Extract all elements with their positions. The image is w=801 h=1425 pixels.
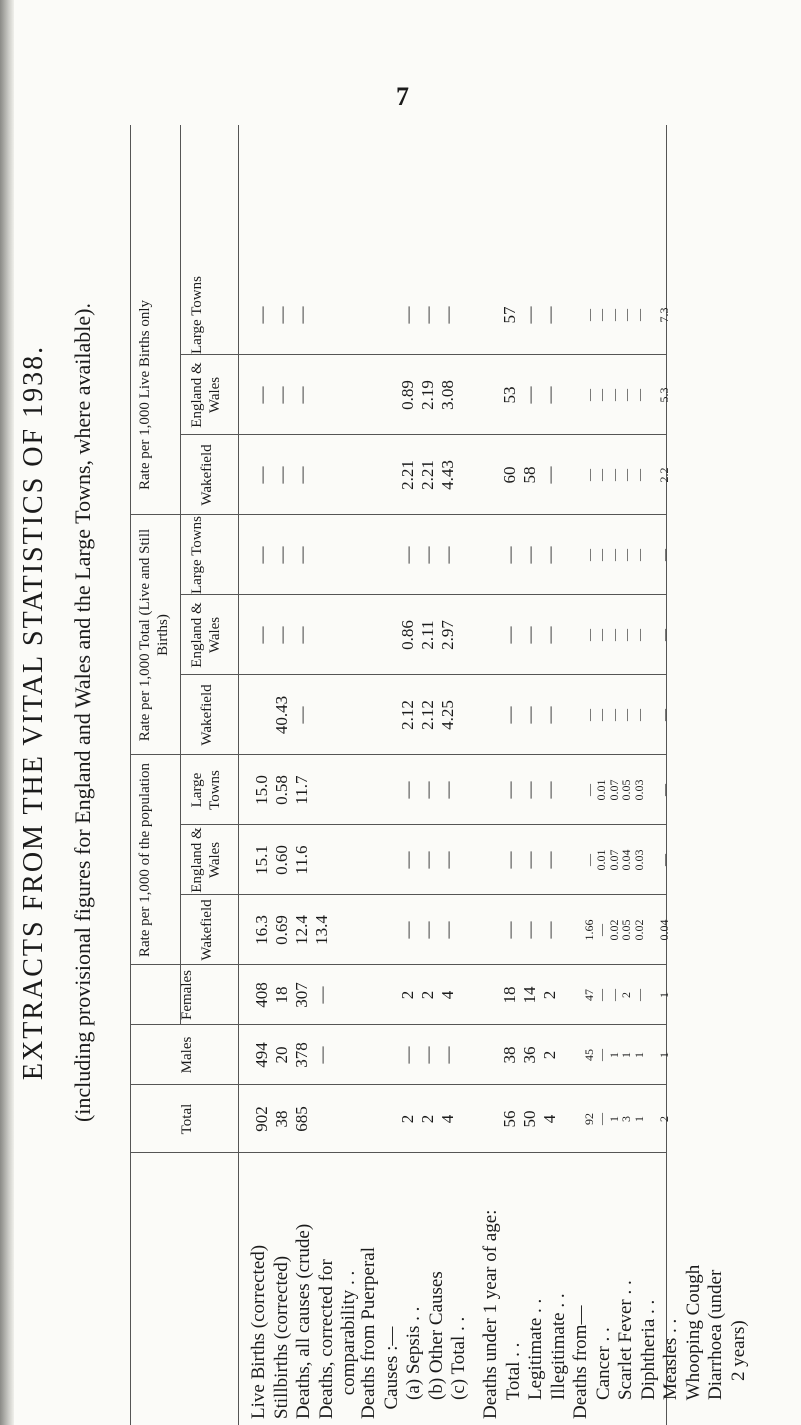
cell-births-lt-g4: — — — — — —	[581, 549, 671, 561]
cell-males-g1: 494 20 378 —	[252, 1042, 331, 1068]
cell-births-ew-g2: 0.86 2.11 2.97	[398, 620, 457, 650]
row-label-puerperal: Deaths from Puerperal Causes :— (a) Sepsis . . (b) Other Causes (c) Total . .	[358, 1247, 469, 1419]
subheader-england-wales: England & Wales	[189, 362, 223, 428]
page-number: 7	[396, 82, 409, 111]
cell-females-g4: 47 — — 2 — 1	[581, 989, 671, 1001]
cell-females-g2: 2 2 4	[398, 990, 457, 1000]
cell-live-wakefield-g1: — — —	[252, 466, 311, 484]
page-title: EXTRACTS FROM THE VITAL STATISTICS OF 1938.	[18, 344, 49, 1081]
cell-live-ew-g2: 0.89 2.19 3.08	[398, 380, 457, 410]
cell-births-wakefield-g4: — — — — — —	[581, 709, 671, 721]
cell-pop-ew-g2: — — —	[398, 851, 457, 869]
cell-total-g4: 92 — 1 3 1 2	[581, 1113, 671, 1125]
cell-births-lt-g2: — — —	[398, 546, 457, 564]
cell-males-g3: 38 36 2	[500, 1046, 559, 1064]
cell-live-ew-g1: — — —	[252, 386, 311, 404]
subheader-large-towns: Large Towns	[189, 770, 223, 810]
header-rate-population: Rate per 1,000 of the population	[137, 762, 153, 958]
cell-births-lt-g3: — — —	[500, 546, 559, 564]
cell-pop-wakefield-g3: — — —	[500, 921, 559, 939]
cell-births-ew-g1: — — —	[252, 626, 311, 644]
cell-pop-lt-g3: — — —	[500, 781, 559, 799]
cell-births-lt-g1: — — —	[252, 546, 311, 564]
group-header-rule	[180, 125, 181, 1025]
subheader-wakefield: Wakefield	[199, 899, 215, 961]
cell-births-wakefield-g3: — — —	[500, 706, 559, 724]
cell-pop-lt-g1: 15.0 0.58 11.7	[252, 775, 311, 805]
cell-live-lt-g4: — — — — — 7.3	[581, 307, 671, 323]
cell-pop-lt-g2: — — —	[398, 781, 457, 799]
header-males: Males	[179, 1036, 195, 1074]
cell-total-g1: 902 38 685	[252, 1106, 311, 1132]
cell-pop-ew-g3: — — —	[500, 851, 559, 869]
table-top-rule	[130, 125, 131, 1425]
header-total: Total	[179, 1103, 195, 1135]
cell-pop-wakefield-g2: — — —	[398, 921, 457, 939]
cell-pop-ew-g4: — 0.01 0.07 0.04 0.03 —	[581, 849, 671, 871]
cell-pop-wakefield-g4: 1.66 — 0.02 0.05 0.02 0.04	[581, 919, 671, 941]
header-females: Females	[179, 970, 195, 1020]
cell-live-lt-g3: 57 — —	[500, 306, 559, 324]
row-label-births-deaths: Live Births (corrected) Stillbirths (corrected) Deaths, all causes (crude) Deaths, corrected for comparability . .	[248, 1223, 359, 1419]
cell-pop-wakefield-g1: 16.3 0.69 12.4 13.4	[252, 915, 331, 945]
subheader-england-wales: England & Wales	[189, 827, 223, 893]
cell-total-g3: 56 50 4	[500, 1110, 559, 1128]
cell-births-ew-g4: — — — — — —	[581, 629, 671, 641]
header-rate-live-births: Rate per 1,000 Live Births only	[137, 300, 153, 490]
cell-pop-lt-g4: — 0.01 0.07 0.05 0.03 —	[581, 779, 671, 801]
cell-live-lt-g1: — — —	[252, 306, 311, 324]
cell-live-wakefield-g4: — — — — — 2.2	[581, 467, 671, 483]
cell-total-g2: 2 2 4	[398, 1114, 457, 1124]
cell-births-ew-g3: — — —	[500, 626, 559, 644]
statistics-table	[118, 125, 749, 1425]
cell-births-wakefield-g1: 40.43 —	[272, 695, 311, 735]
cell-live-wakefield-g2: 2.21 2.21 4.43	[398, 460, 457, 490]
header-bottom-rule	[238, 125, 239, 1425]
row-label-infant-deaths: Deaths under 1 year of age: Total . . Legitimate . . Illegitimate . .	[480, 1209, 569, 1419]
cell-males-g2: — — —	[398, 1046, 457, 1064]
cell-live-ew-g4: — — — — — 5.3	[581, 387, 671, 403]
row-label-deaths-from: Deaths from— Cancer . . Scarlet Fever . . Diphtheria . . Measles . . Whooping Cough Diarrhoea (under 2 years)	[570, 1264, 749, 1419]
cell-live-lt-g2: — — —	[398, 306, 457, 324]
cell-males-g4: 45 — 1 1 1 1	[581, 1049, 671, 1061]
subheader-wakefield: Wakefield	[199, 444, 215, 506]
header-rate-total-births: Rate per 1,000 Total (Live and Still Births)	[137, 528, 171, 742]
cell-females-g1: 408 18 307 —	[252, 982, 331, 1008]
subheader-england-wales: England & Wales	[189, 602, 223, 668]
cell-live-ew-g3: 53 — —	[500, 386, 559, 404]
subheader-large-towns: Large Towns	[189, 276, 205, 354]
subheader-large-towns: Large Towns	[189, 516, 205, 594]
cell-females-g3: 18 14 2	[500, 986, 559, 1004]
subheader-wakefield: Wakefield	[199, 684, 215, 746]
page-subtitle: (including provisional figures for England and Wales and the Large Towns, where available).	[70, 303, 95, 1123]
cell-live-wakefield-g3: 60 58 —	[500, 466, 559, 484]
cell-births-wakefield-g2: 2.12 2.12 4.25	[398, 700, 457, 730]
cell-pop-ew-g1: 15.1 0.60 11.6	[252, 845, 311, 875]
